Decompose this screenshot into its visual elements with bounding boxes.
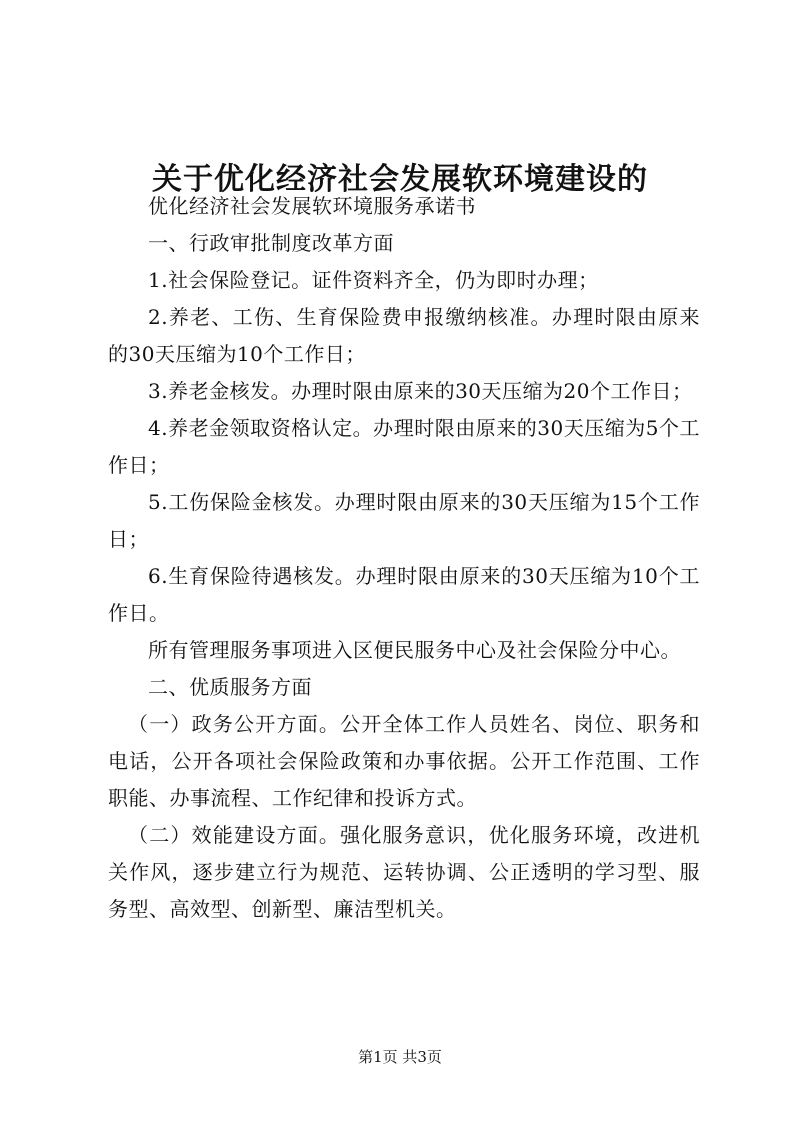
document-title: 关于优化经济社会发展软环境建设的 (152, 162, 648, 198)
section-heading-2: 二、优质服务方面 (148, 675, 312, 699)
list-item: 2.养老、工伤、生育保险费申报缴纳核准。办理时限由原来的30天压缩为10个工作日； (108, 305, 700, 366)
paragraph: 所有管理服务事项进入区便民服务中心及社会保险分中心。 (148, 638, 681, 662)
list-item: 3.养老金核发。办理时限由原来的30天压缩为20个工作日； (148, 379, 693, 403)
list-item: 4.养老金领取资格认定。办理时限由原来的30天压缩为5个工作日； (108, 416, 700, 477)
list-item: 5.工伤保险金核发。办理时限由原来的30天压缩为15个工作日； (108, 490, 700, 551)
list-item: 6.生育保险待遇核发。办理时限由原来的30天压缩为10个工作日。 (108, 564, 700, 625)
paragraph: （一）政务公开方面。公开全体工作人员姓名、岗位、职务和电话，公开各项社会保险政策和办事依据。公开工作范围、工作职能、办事流程、工作纪律和投诉方式。 (108, 712, 700, 810)
document-body (108, 188, 700, 928)
list-item: 1.社会保险登记。证件资料齐全，仍为即时办理； (148, 268, 599, 292)
page-footer: 第1页 共3页 (358, 1048, 442, 1066)
section-heading-1: 一、行政审批制度改革方面 (148, 231, 394, 255)
paragraph: （二）效能建设方面。强化服务意识，优化服务环境，改进机关作风，逐步建立行为规范、运转协调、公正透明的学习型、服务型、高效型、创新型、廉洁型机关。 (108, 823, 700, 921)
paragraph-subtitle: 优化经济社会发展软环境服务承诺书 (148, 194, 476, 218)
